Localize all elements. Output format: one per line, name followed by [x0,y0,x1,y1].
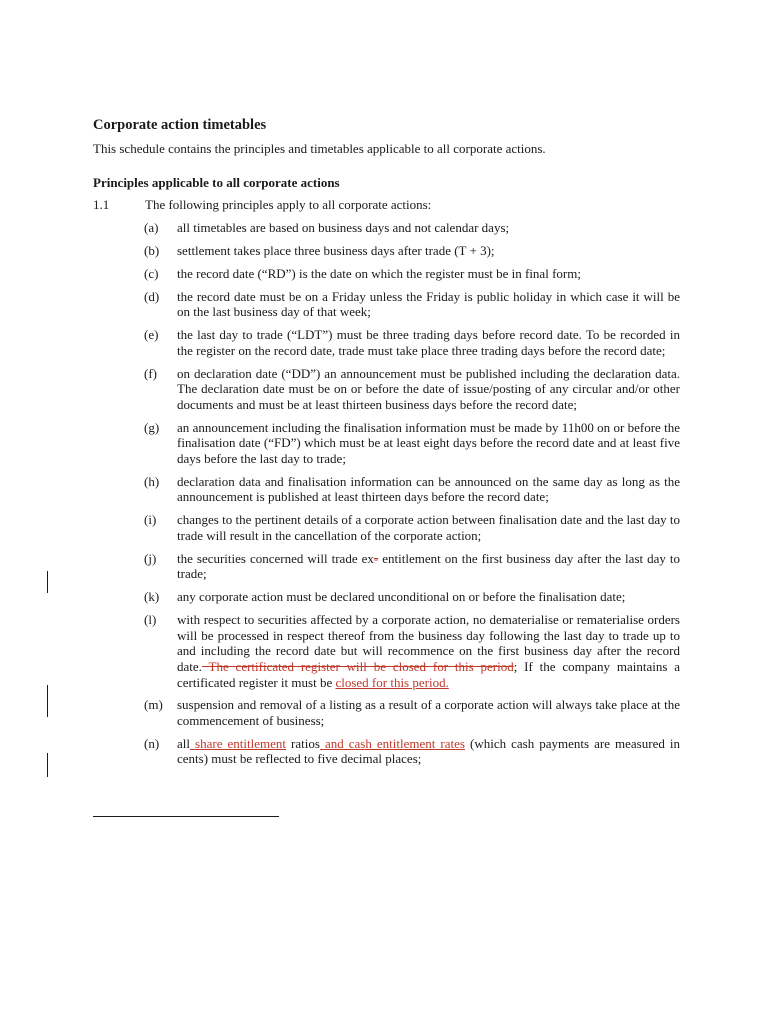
item-label: (a) [144,220,159,235]
item-label: (l) [144,612,157,628]
item-label: (k) [144,589,160,605]
item-label: (c) [144,265,159,281]
item-text [177,612,680,690]
list-item [144,266,680,282]
item-label: (i) [144,512,157,528]
sub-heading: Principles applicable to all corporate actions [93,175,340,190]
item-text: the record date must be on a Friday unless the Friday is public holiday in which case it will be on the last business day of that week; [177,288,680,320]
list-item [144,697,680,728]
list-item [144,366,680,413]
tracked-insertion: share entitlement [190,735,286,751]
item-text: an announcement including the finalisation information must be made by 11h00 on or before the finalisation date (“FD”) which must be at least eight days before the record date and at least five days before the last day to trade; [177,419,680,466]
section-heading: Corporate action timetables [93,117,267,133]
tracked-insertion: and cash entitlement rates [319,735,465,751]
tracked-deletion: The certificated register will be closed for this period [201,658,514,674]
list-item [144,512,680,543]
change-bar [47,753,48,777]
intro-paragraph: This schedule contains the principles and timetables applicable to all corporate actions. [93,141,546,156]
item-label: (m) [144,697,163,713]
item-label: (g) [144,419,160,435]
clause-text: The following principles apply to all corporate actions: [145,197,432,212]
item-text: any corporate action must be declared unconditional on or before the finalisation date; [177,589,626,605]
item-label: (h) [144,473,160,489]
item-text-part: all [177,735,190,751]
list-item [144,551,680,582]
item-text-part: with respect to securities affected by a corporate action, no dematerialise or rematerialise orders will be processed in respect thereof from the business day following the last day to trade up to and including the record date but will recommence on the first business day after the record date. [177,612,680,674]
list-item [144,736,680,767]
item-label: (e) [144,327,159,343]
item-text [177,551,680,582]
list-item [144,243,680,259]
item-text-part: ratios [285,735,320,751]
list-item [144,474,680,505]
item-text: settlement takes place three business days after trade (T + 3); [177,242,495,258]
item-text: changes to the pertinent details of a corporate action between finalisation date and the last day to trade will result in the cancellation of the corporate action; [177,512,680,543]
list-item [144,612,680,690]
item-text-part: ; If the company maintains a certificated register it must be [177,658,680,690]
list-item [144,327,680,358]
item-label: (j) [144,550,157,566]
item-text: all timetables are based on business days and not calendar days; [177,220,510,235]
change-bar [47,685,48,717]
item-text: declaration data and finalisation information can be announced on the same day as long as the announcement is published at least thirteen days before the record date; [177,473,680,505]
list-item [144,289,680,320]
item-text: the record date (“RD”) is the date on which the register must be in final form; [177,265,581,281]
change-bar [47,571,48,593]
item-text: suspension and removal of a listing as a result of a corporate action will always take place at the commencement of business; [177,697,680,728]
item-label: (f) [144,365,157,381]
footnote-separator [93,816,279,817]
item-text: on declaration date (“DD”) an announcement must be published including the declaration data. The declaration date must be on or before the date of issue/posting of any circular and/or other documents and must be at least thirteen business days before the record date; [177,365,680,412]
item-text-part: the securities concerned will trade ex [177,550,374,566]
item-text-part: entitlement on the first business day after the last day to trade; [177,550,680,582]
list-item [144,420,680,467]
item-label: (n) [144,735,160,751]
item-label: (d) [144,288,160,304]
item-text: the last day to trade (“LDT”) must be three trading days before record date. To be recorded in the register on the record date, trade must take place three trading days before the record date; [177,327,680,358]
item-text [177,736,680,767]
tracked-insertion: closed for this period. [335,674,449,690]
tracked-deletion: - [373,550,379,566]
list-item [144,220,680,236]
principles-list [144,220,680,774]
item-text-part: (which cash payments are measured in cents) must be reflected to five decimal places; [177,735,680,767]
clause-number: 1.1 [93,197,110,212]
list-item [144,589,680,605]
item-label: (b) [144,242,160,258]
